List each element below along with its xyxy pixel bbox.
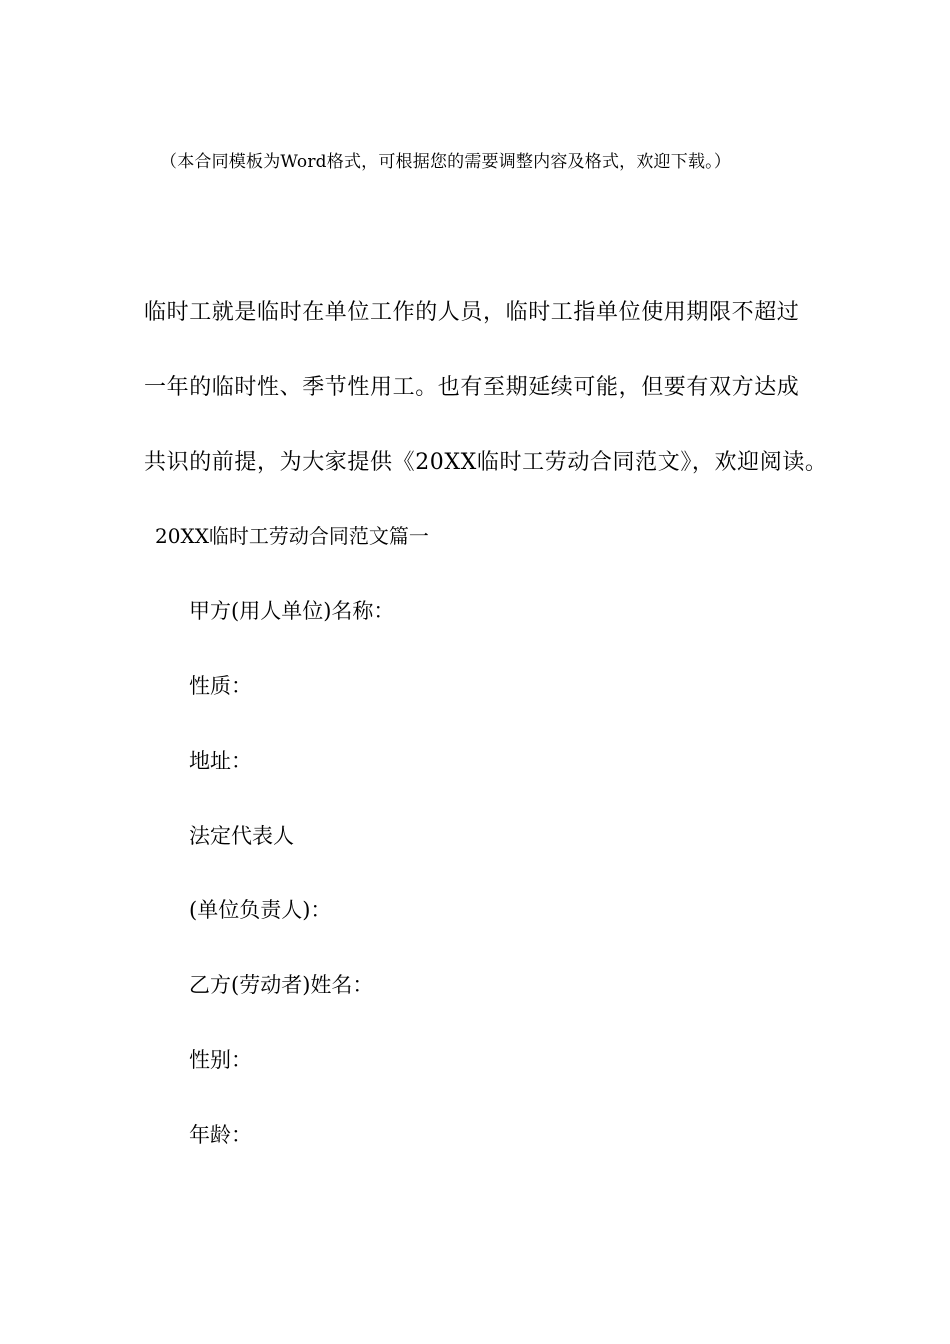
field-age: 年龄： xyxy=(189,1123,252,1147)
section-title: 20XX临时工劳动合同范文篇一 xyxy=(155,524,429,548)
intro-line-2: 一年的临时性、季节性用工。也有至期延续可能，但要有双方达成 xyxy=(144,375,800,400)
template-note: （本合同模板为Word格式，可根据您的需要调整内容及格式，欢迎下载。） xyxy=(160,152,732,172)
field-employee-name: 乙方(劳动者)姓名： xyxy=(189,973,374,997)
field-gender: 性别： xyxy=(189,1048,252,1072)
intro-line-1: 临时工就是临时在单位工作的人员，临时工指单位使用期限不超过 xyxy=(144,300,800,325)
field-address: 地址： xyxy=(189,749,252,773)
field-employer-name: 甲方(用人单位)名称： xyxy=(189,599,395,623)
field-nature: 性质： xyxy=(189,674,252,698)
field-unit-head: (单位负责人)： xyxy=(189,898,332,922)
intro-line-3: 共识的前提，为大家提供《20XX临时工劳动合同范文》，欢迎阅读。 xyxy=(144,450,828,475)
field-legal-representative: 法定代表人 xyxy=(189,824,294,848)
